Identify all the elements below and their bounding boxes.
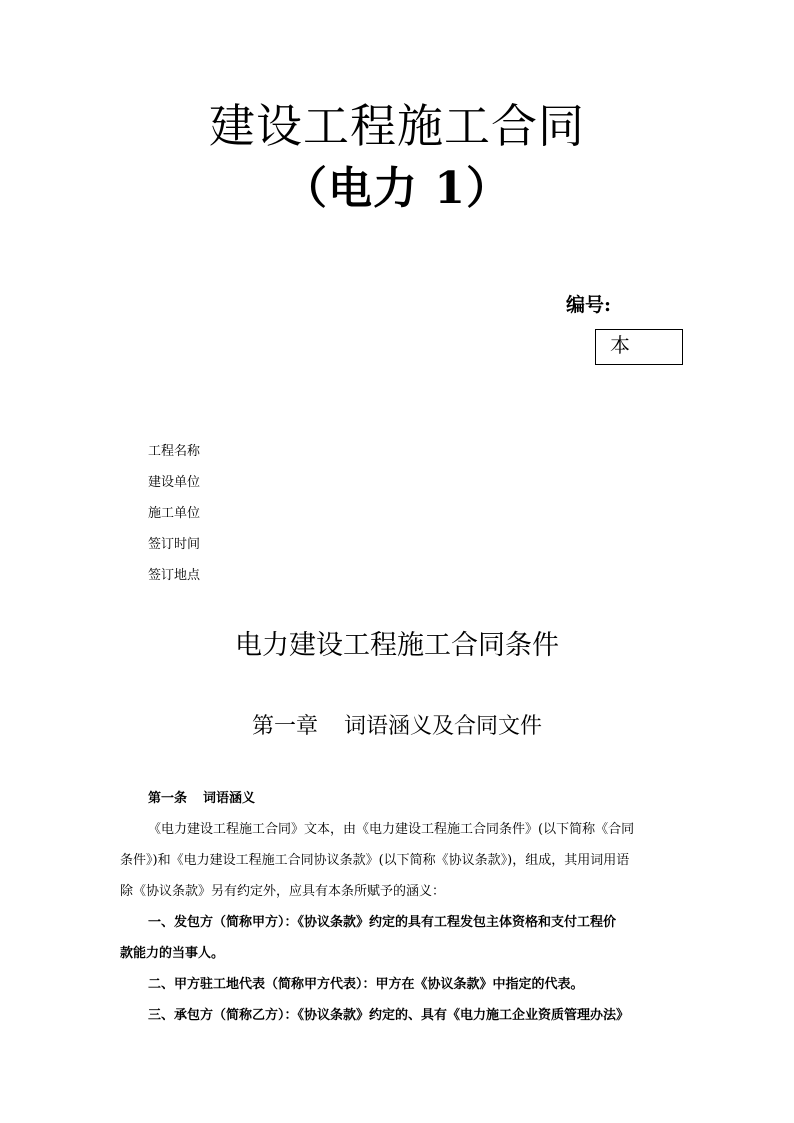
- chapter-title: 词语涵义及合同文件: [344, 714, 543, 739]
- definition-line: 一、发包方（简称甲方）：《协议条款》约定的具有工程发包主体资格和支付工程价: [148, 915, 617, 930]
- article-title: 词语涵义: [203, 791, 256, 806]
- contract-number-value: 本: [610, 333, 630, 357]
- cover-fields: [148, 443, 200, 598]
- paragraph-line: 《电力建设工程施工合同》文本，由《电力建设工程施工合同条件》(以下简称《合同: [148, 822, 635, 837]
- field-project-name: 工程名称: [148, 444, 201, 459]
- field-sign-place: 签订地点: [148, 568, 201, 583]
- field-sign-date: 签订时间: [148, 537, 201, 552]
- article-heading: [148, 787, 255, 806]
- chapter-heading: [0, 712, 794, 742]
- definition-line: 二、甲方驻工地代表（简称甲方代表）：甲方在《协议条款》中指定的代表。: [148, 977, 584, 992]
- field-owner: 建设单位: [148, 475, 201, 490]
- contract-number-box: [595, 329, 683, 365]
- field-contractor: 施工单位: [148, 506, 201, 521]
- definition-line: 款能力的当事人。: [120, 946, 225, 961]
- article-number: 第一条: [148, 791, 188, 806]
- contract-number-label: 编号:: [566, 294, 612, 316]
- paragraph-line: 除《协议条款》另有约定外，应具有本条所赋予的涵义：: [120, 884, 446, 899]
- document-title: 建设工程施工合同: [209, 99, 585, 153]
- chapter-number: 第一章: [251, 714, 318, 739]
- definition-line: 三、承包方（简称乙方）：《协议条款》约定的、具有《电力施工企业资质管理办法》: [148, 1008, 630, 1023]
- article-body: [120, 814, 680, 1031]
- conditions-heading: 电力建设工程施工合同条件: [235, 630, 559, 661]
- paragraph-line: 条件》)和《电力建设工程施工合同协议条款》(以下简称《协议条款》)，组成，其用词用语: [120, 853, 630, 868]
- document-subtitle: （电力 1）: [283, 163, 511, 214]
